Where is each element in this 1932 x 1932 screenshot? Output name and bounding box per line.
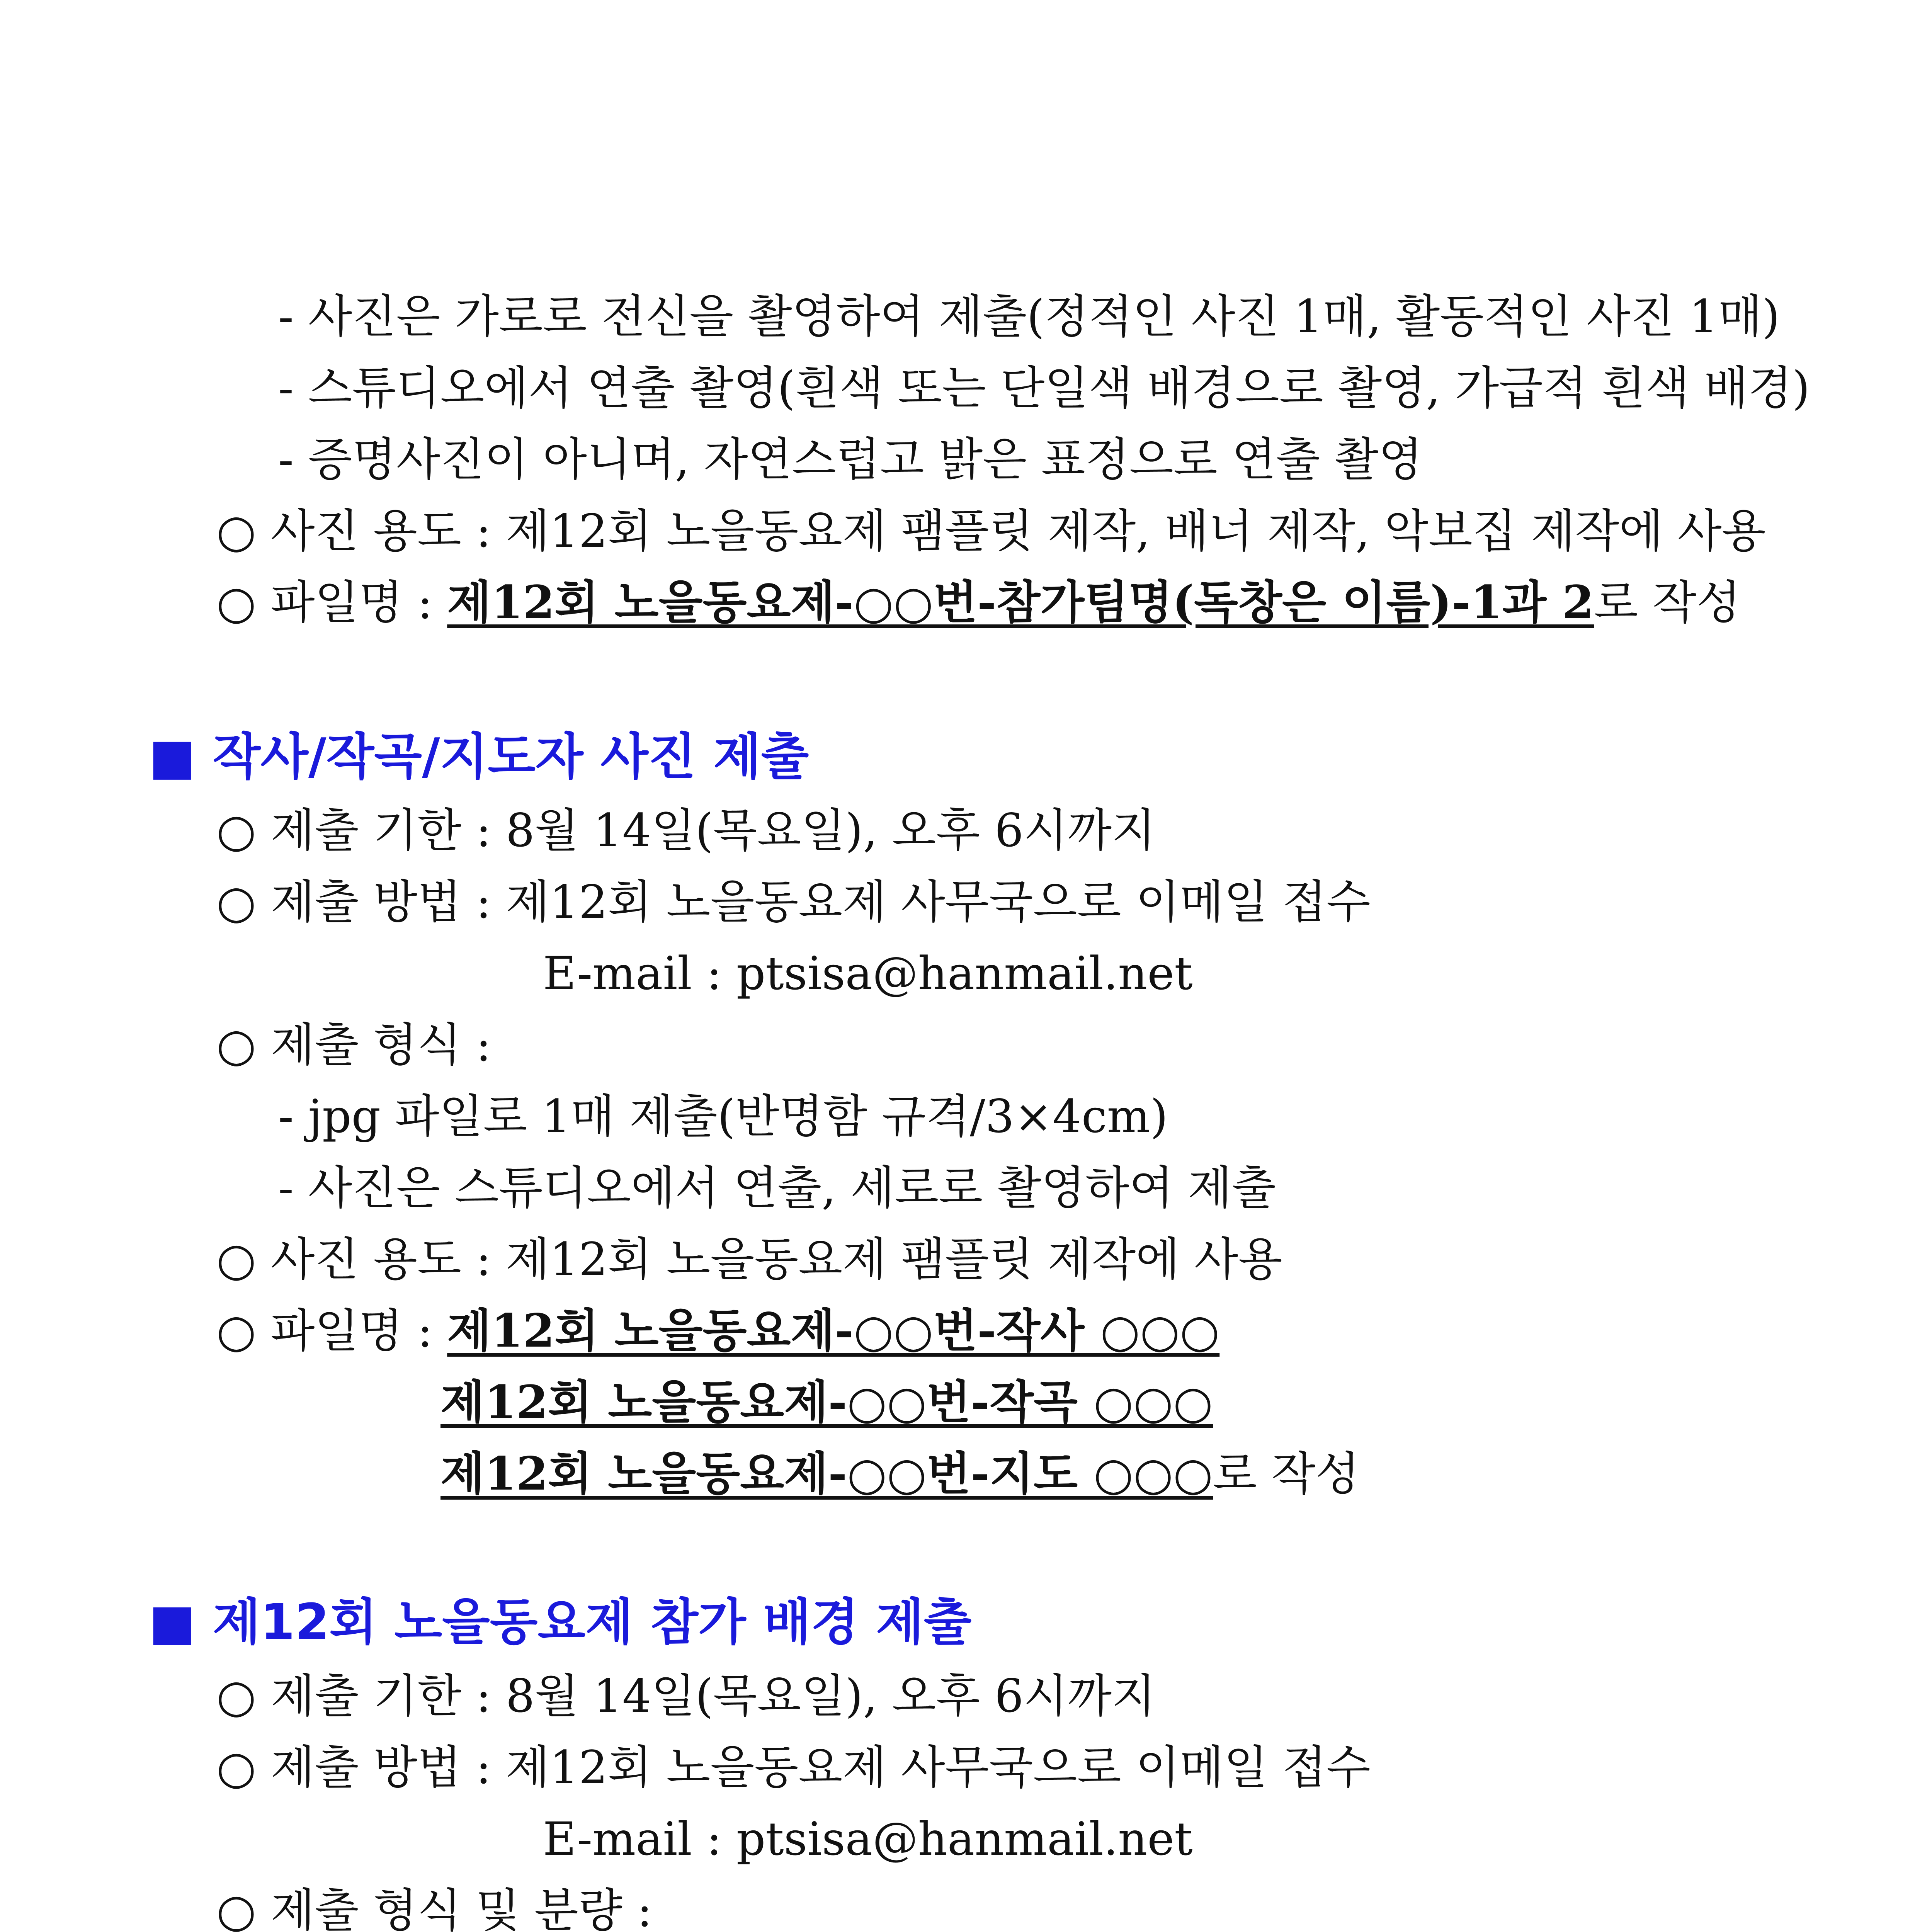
background-email: E-mail : ptsisa@hanmail.net: [543, 1812, 1193, 1866]
writers-usage: ○ 사진 용도 : 제12회 노을동요제 팸플릿 제작에 사용: [216, 1233, 1282, 1286]
filename-suffix: 로 작성: [1594, 576, 1741, 629]
photo-format-line: - 스튜디오에서 연출 촬영(흰색 또는 단일색 배경으로 촬영, 가급적 흰색 배경): [278, 361, 1810, 415]
photo-format-line: - 사진은 가로로 전신을 촬영하여 제출(정적인 사진 1매, 활동적인 사진 1매): [278, 290, 1780, 343]
filename-value: 제12회 노을동요제-○○번-참가팀명(독창은 이름)-1과 2: [447, 575, 1594, 629]
section-heading-background: ■ 제12회 노을동요제 참가 배경 제출: [149, 1594, 972, 1651]
filename-suffix: 로 작성: [1213, 1447, 1360, 1500]
writers-email: E-mail : ptsisa@hanmail.net: [543, 947, 1193, 1000]
writers-deadline: ○ 제출 기한 : 8월 14일(목요일), 오후 6시까지: [216, 804, 1156, 857]
writers-format: ○ 제출 형식 :: [216, 1018, 492, 1071]
writers-filename: [216, 1304, 1220, 1357]
background-method: ○ 제출 방법 : 제12회 노을동요제 사무국으로 이메일 접수: [216, 1741, 1371, 1794]
writers-filename-2: [440, 1375, 1213, 1429]
background-format: ○ 제출 형식 및 분량 :: [216, 1884, 653, 1932]
section-heading-writers: ■ 작사/작곡/지도자 사진 제출: [149, 728, 809, 786]
filename-value: 제12회 노을동요제-○○번-작사 ○○○: [447, 1304, 1220, 1357]
writers-format-line: - 사진은 스튜디오에서 연출, 세로로 촬영하여 제출: [278, 1161, 1276, 1214]
background-deadline: ○ 제출 기한 : 8월 14일(목요일), 오후 6시까지: [216, 1669, 1156, 1723]
filename-label: ○ 파일명 :: [216, 576, 447, 629]
writers-method: ○ 제출 방법 : 제12회 노을동요제 사무국으로 이메일 접수: [216, 875, 1371, 929]
photo-usage: ○ 사진 용도 : 제12회 노을동요제 팸플릿 제작, 배너 제작, 악보집 제작에 사용: [216, 504, 1766, 558]
photo-filename: [216, 575, 1741, 629]
photo-format-line: - 증명사진이 아니며, 자연스럽고 밝은 표정으로 연출 촬영: [278, 433, 1423, 486]
filename-value: 제12회 노을동요제-○○번-지도 ○○○: [440, 1447, 1213, 1500]
filename-value: 제12회 노을동요제-○○번-작곡 ○○○: [440, 1375, 1213, 1429]
filename-label: ○ 파일명 :: [216, 1304, 447, 1357]
writers-filename-3: [440, 1447, 1360, 1500]
writers-format-line: - jpg 파일로 1매 제출(반명함 규격/3×4cm): [278, 1090, 1168, 1143]
